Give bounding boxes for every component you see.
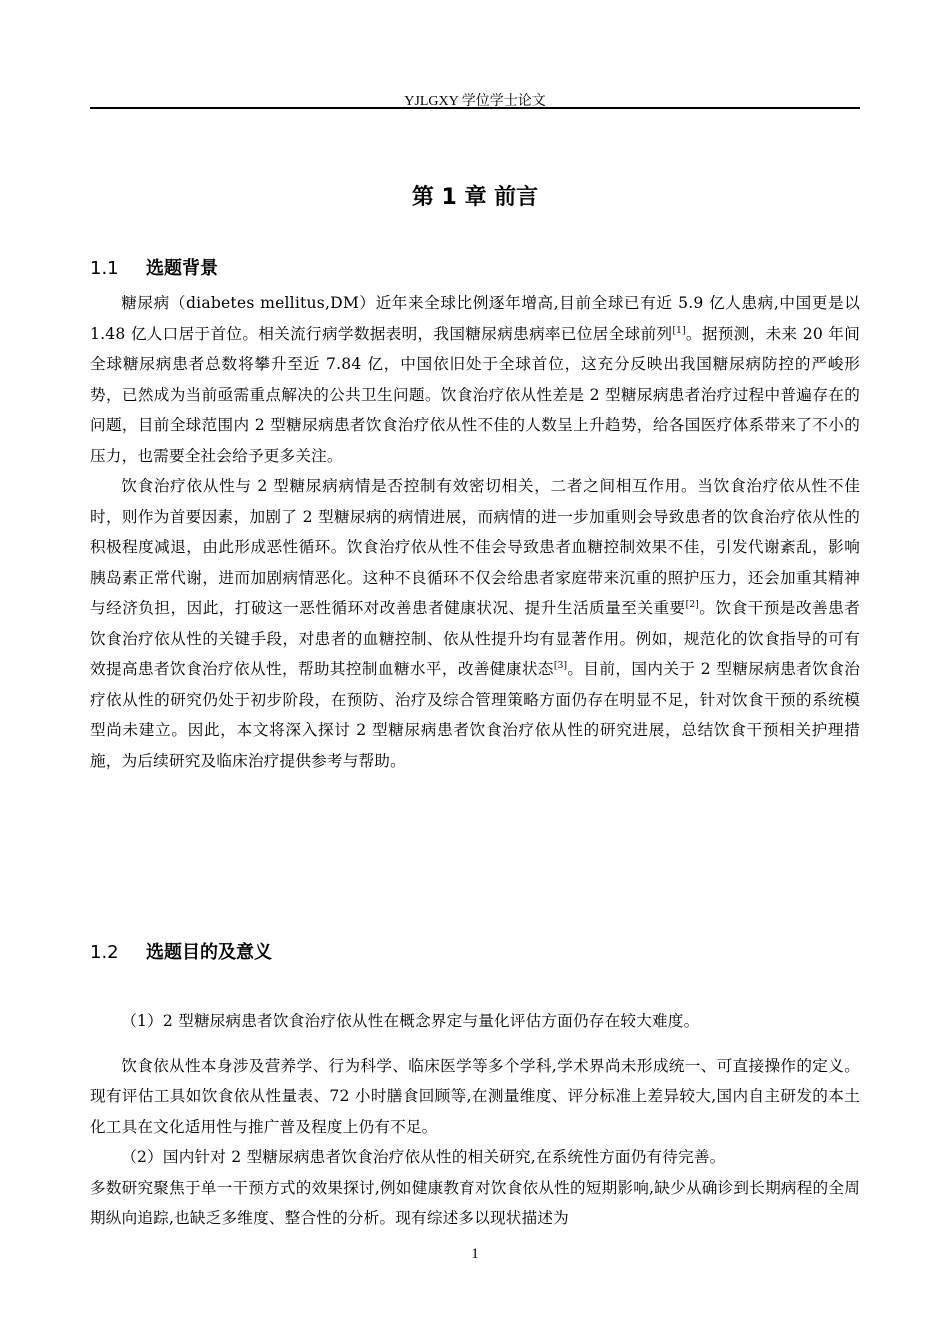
section-title: 选题背景 — [146, 258, 218, 279]
section-number: 1.2 — [90, 942, 119, 963]
section-heading-1-2 — [90, 938, 272, 964]
list-item: （1）2 型糖尿病患者饮食治疗依从性在概念界定与量化评估方面仍存在较大难度。 — [121, 1012, 700, 1030]
citation-ref: [3] — [553, 661, 568, 671]
chapter-title: 第 1 章 前言 — [411, 185, 539, 210]
paragraph: 糖尿病（diabetes mellitus,DM）近年来全球比例逐年增高,目前全球已有近 5.9 亿人患病,中国更是以 1.48 亿人口居于首位。相关流行病学数据表明，我国糖尿病患病率已位居全球前列[1]。据预测，未来 20 年间全球糖尿病患者总数将攀升至近 7.84 亿，中国依旧处于全球首位，这充分反映出我国糖尿病防控的严峻形势，已然成为当前亟需重点解决的公共卫生问题。饮食治疗依从性差是 2 型糖尿病患者治疗过程中普遍存在的问题，目前全球范围内 2 型糖尿病患者饮食治疗依从性不佳的人数呈上升趋势，给各国医疗体系带来了不小的压力，也需要全社会给予更多关注。 — [90, 294, 860, 465]
citation-ref: [1] — [672, 325, 686, 336]
paragraph: 饮食治疗依从性与 2 型糖尿病病情是否控制有效密切相关，二者之间相互作用。当饮食治疗依从性不佳时，则作为首要因素，加剧了 2 型糖尿病的病情进展，而病情的进一步加重则会导致患者的饮食治疗依从性的积极程度减退，由此形成恶性循环。饮食治疗依从性不佳会导致患者血糖控制效果不佳，引发代谢紊乱，影响胰岛素正常代谢，进而加剧病情恶化。这种不良循环不仅会给患者家庭带来沉重的照护压力，还会加重其精神与经济负担，因此，打破这一恶性循环对改善患者健康状况、提升生活质量至关重要[2]。饮食干预是改善患者饮食治疗依从性的关键手段，对患者的血糖控制、依从性提升均有显著作用。例如，规范化的饮食指导的可有效提高患者饮食治疗依从性，帮助其控制血糖水平，改善健康状态[3]。目前，国内关于 2 型糖尿病患者饮食治疗依从性的研究仍处于初步阶段，在预防、治疗及综合管理策略方面仍存在明显不足，针对饮食干预的系统模型尚未建立。因此，本文将深入探讨 2 型糖尿病患者饮食治疗依从性的研究进展，总结饮食干预相关护理措施，为后续研究及临床治疗提供参考与帮助。 — [90, 477, 860, 770]
paragraph: 多数研究聚焦于单一干预方式的效果探讨,例如健康教育对饮食依从性的短期影响,缺少从确诊到长期病程的全周期纵向追踪,也缺乏多维度、整合性的分析。现有综述多以现状描述为 — [90, 1178, 860, 1227]
paragraph: 饮食依从性本身涉及营养学、行为科学、临床医学等多个学科,学术界尚未形成统一、可直接操作的定义。现有评估工具如饮食依从性量表、72 小时膳食回顾等,在测量维度、评分标准上差异较大,国内自主研发的本土化工具在文化适用性与推广普及程度上仍有不足。 — [90, 1056, 860, 1136]
header-divider — [90, 107, 860, 109]
section-1-2-body — [90, 1006, 860, 1234]
page-number: 1 — [471, 1246, 479, 1262]
citation-ref: [2] — [685, 600, 699, 610]
list-item: （2）国内针对 2 型糖尿病患者饮食治疗依从性的相关研究,在系统性方面仍有待完善。 — [121, 1148, 726, 1166]
section-number: 1.1 — [90, 258, 119, 279]
section-1-1-body — [90, 288, 860, 776]
running-header: YJLGXY 学位学士论文 — [404, 94, 546, 109]
section-title: 选题目的及意义 — [146, 942, 272, 963]
section-heading-1-1 — [90, 254, 218, 280]
